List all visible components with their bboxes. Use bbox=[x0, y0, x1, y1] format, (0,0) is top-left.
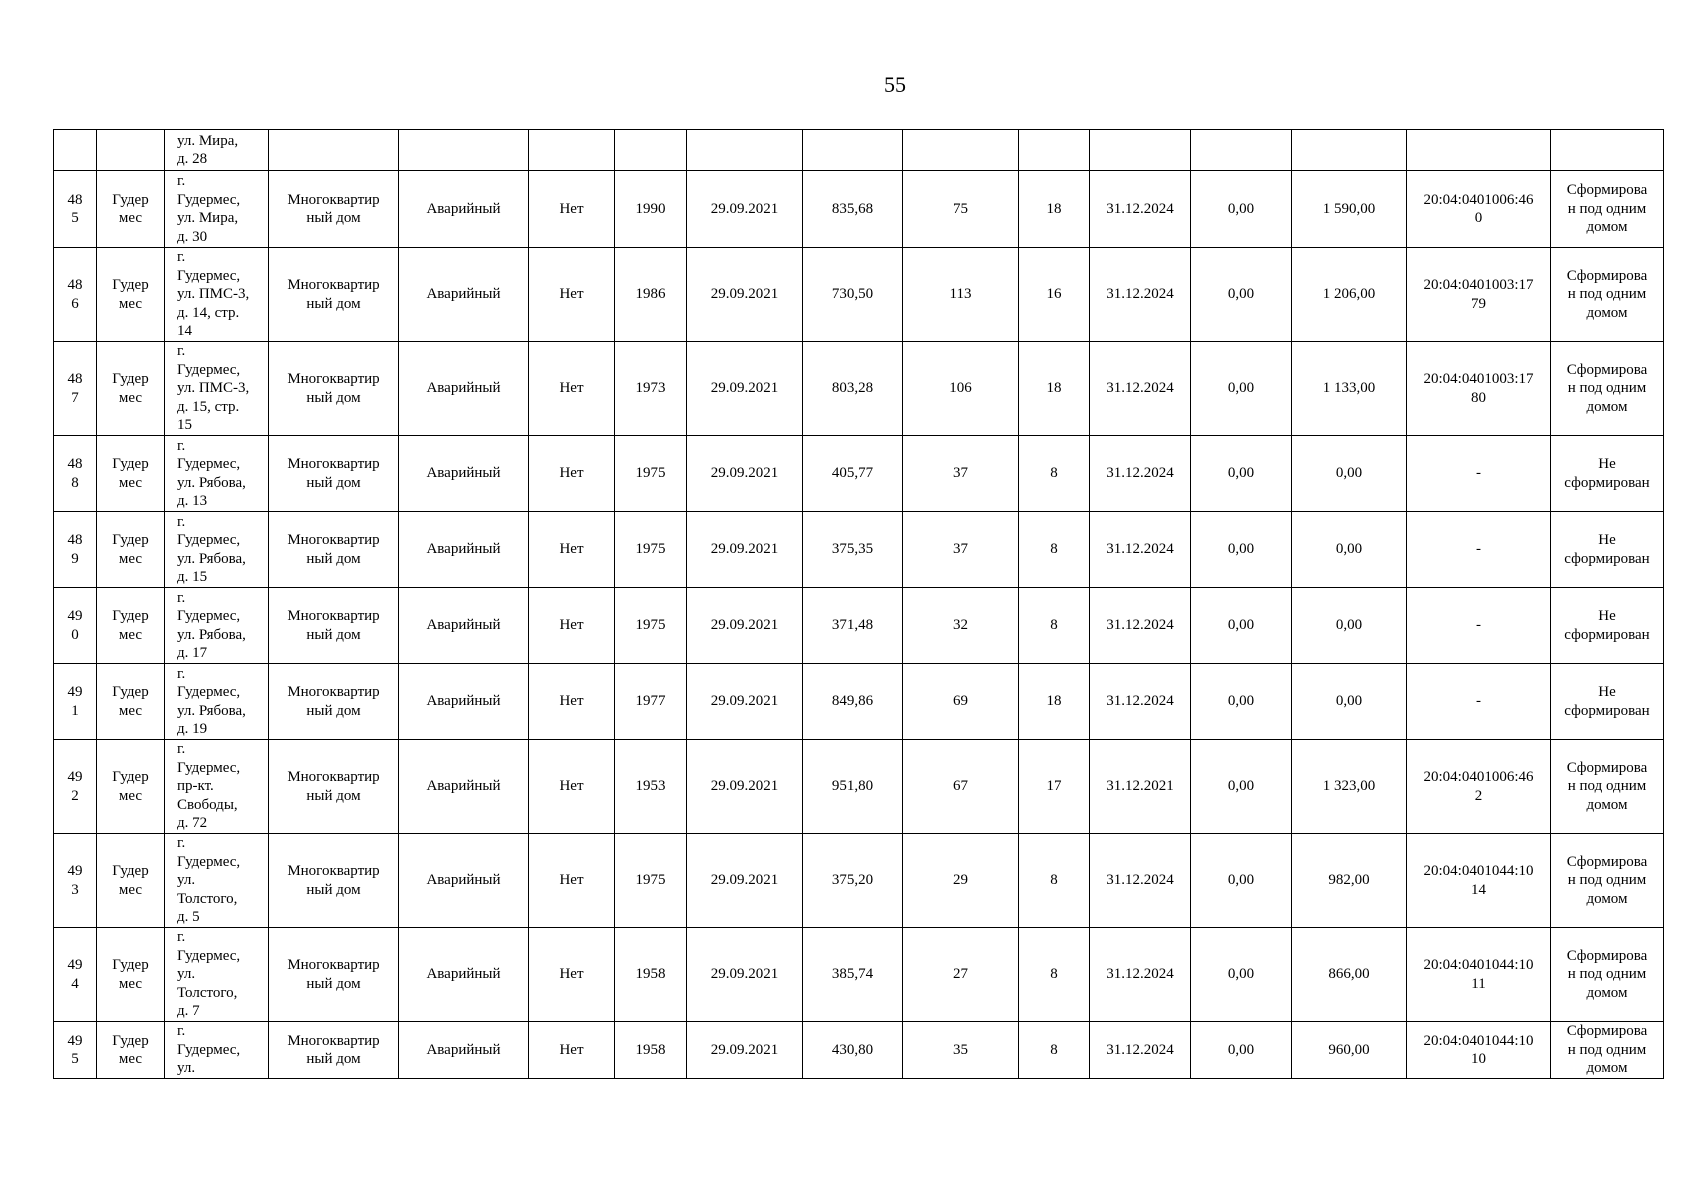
cell-building-type: Многоквартир ный дом bbox=[269, 1022, 399, 1079]
cell-cost-a: 0,00 bbox=[1191, 512, 1292, 588]
cell-building-type: Многоквартир ный дом bbox=[269, 436, 399, 512]
cell-apartments: 16 bbox=[1019, 248, 1090, 342]
cell-year-built bbox=[615, 130, 687, 171]
cell-building-type: Многоквартир ный дом bbox=[269, 248, 399, 342]
cell-address: г. Гудермес, ул. Мира, д. 30 bbox=[165, 171, 269, 248]
cell-residents: 113 bbox=[903, 248, 1019, 342]
cell-apartments: 8 bbox=[1019, 928, 1090, 1022]
cell-cadastral-number: - bbox=[1407, 512, 1551, 588]
cell-condition: Аварийный bbox=[399, 436, 529, 512]
cell-cadastral-number: - bbox=[1407, 588, 1551, 664]
cell-condition bbox=[399, 130, 529, 171]
cell-planned-date: 31.12.2024 bbox=[1090, 928, 1191, 1022]
cell-address: г. Гудермес, пр-кт. Свободы, д. 72 bbox=[165, 740, 269, 834]
cell-cost-b: 960,00 bbox=[1292, 1022, 1407, 1079]
cell-area: 849,86 bbox=[803, 664, 903, 740]
cell-recognized-flag: Нет bbox=[529, 512, 615, 588]
cell-land-status: Не сформирован bbox=[1551, 436, 1664, 512]
cell-residents: 37 bbox=[903, 436, 1019, 512]
cell-year-built: 1975 bbox=[615, 588, 687, 664]
cell-recognition-date: 29.09.2021 bbox=[687, 436, 803, 512]
table-row bbox=[54, 130, 1664, 171]
cell-year-built: 1990 bbox=[615, 171, 687, 248]
cell-residents: 32 bbox=[903, 588, 1019, 664]
cell-building-type: Многоквартир ный дом bbox=[269, 512, 399, 588]
cell-cost-a: 0,00 bbox=[1191, 248, 1292, 342]
table-row bbox=[54, 342, 1664, 436]
cell-cadastral-number bbox=[1407, 130, 1551, 171]
cell-planned-date: 31.12.2024 bbox=[1090, 1022, 1191, 1079]
cell-address: г. Гудермес, ул. Рябова, д. 17 bbox=[165, 588, 269, 664]
cell-building-type: Многоквартир ный дом bbox=[269, 928, 399, 1022]
cell-building-type bbox=[269, 130, 399, 171]
cell-area: 951,80 bbox=[803, 740, 903, 834]
table-row bbox=[54, 1022, 1664, 1079]
cell-address: г. Гудермес, ул. Толстого, д. 5 bbox=[165, 834, 269, 928]
cell-cadastral-number: 20:04:0401003:17 79 bbox=[1407, 248, 1551, 342]
cell-cost-b: 0,00 bbox=[1292, 664, 1407, 740]
cell-cadastral-number: 20:04:0401044:10 10 bbox=[1407, 1022, 1551, 1079]
cell-recognition-date: 29.09.2021 bbox=[687, 342, 803, 436]
cell-apartments: 8 bbox=[1019, 588, 1090, 664]
cell-recognized-flag: Нет bbox=[529, 740, 615, 834]
cell-cadastral-number: 20:04:0401006:46 2 bbox=[1407, 740, 1551, 834]
cell-apartments: 18 bbox=[1019, 171, 1090, 248]
cell-cost-b: 1 206,00 bbox=[1292, 248, 1407, 342]
cell-row-number: 48 5 bbox=[54, 171, 97, 248]
cell-residents: 29 bbox=[903, 834, 1019, 928]
cell-condition: Аварийный bbox=[399, 512, 529, 588]
table-row bbox=[54, 171, 1664, 248]
cell-residents: 106 bbox=[903, 342, 1019, 436]
table-row bbox=[54, 740, 1664, 834]
cell-building-type: Многоквартир ный дом bbox=[269, 664, 399, 740]
cell-planned-date: 31.12.2021 bbox=[1090, 740, 1191, 834]
cell-planned-date: 31.12.2024 bbox=[1090, 436, 1191, 512]
table-row bbox=[54, 588, 1664, 664]
cell-recognized-flag: Нет bbox=[529, 248, 615, 342]
cell-cadastral-number: 20:04:0401006:46 0 bbox=[1407, 171, 1551, 248]
cell-cost-b bbox=[1292, 130, 1407, 171]
cell-residents bbox=[903, 130, 1019, 171]
cell-municipality: Гудер мес bbox=[97, 436, 165, 512]
cell-condition: Аварийный bbox=[399, 342, 529, 436]
cell-land-status: Сформирова н под одним домом bbox=[1551, 1022, 1664, 1079]
cell-cadastral-number: 20:04:0401003:17 80 bbox=[1407, 342, 1551, 436]
cell-apartments bbox=[1019, 130, 1090, 171]
cell-condition: Аварийный bbox=[399, 664, 529, 740]
cell-planned-date: 31.12.2024 bbox=[1090, 664, 1191, 740]
cell-building-type: Многоквартир ный дом bbox=[269, 740, 399, 834]
cell-land-status: Сформирова н под одним домом bbox=[1551, 171, 1664, 248]
cell-area: 385,74 bbox=[803, 928, 903, 1022]
cell-row-number: 49 2 bbox=[54, 740, 97, 834]
cell-address: ул. Мира, д. 28 bbox=[165, 130, 269, 171]
cell-municipality: Гудер мес bbox=[97, 834, 165, 928]
cell-condition: Аварийный bbox=[399, 1022, 529, 1079]
cell-area: 405,77 bbox=[803, 436, 903, 512]
cell-apartments: 17 bbox=[1019, 740, 1090, 834]
cell-land-status: Не сформирован bbox=[1551, 588, 1664, 664]
cell-municipality bbox=[97, 130, 165, 171]
cell-recognition-date: 29.09.2021 bbox=[687, 512, 803, 588]
cell-building-type: Многоквартир ный дом bbox=[269, 588, 399, 664]
cell-row-number: 49 5 bbox=[54, 1022, 97, 1079]
cell-municipality: Гудер мес bbox=[97, 171, 165, 248]
cell-planned-date: 31.12.2024 bbox=[1090, 171, 1191, 248]
cell-year-built: 1977 bbox=[615, 664, 687, 740]
cell-recognized-flag: Нет bbox=[529, 928, 615, 1022]
cell-area: 803,28 bbox=[803, 342, 903, 436]
cell-recognition-date: 29.09.2021 bbox=[687, 740, 803, 834]
cell-recognized-flag: Нет bbox=[529, 834, 615, 928]
cell-year-built: 1975 bbox=[615, 436, 687, 512]
cell-row-number: 48 7 bbox=[54, 342, 97, 436]
cell-row-number: 49 0 bbox=[54, 588, 97, 664]
cell-condition: Аварийный bbox=[399, 588, 529, 664]
cell-area bbox=[803, 130, 903, 171]
cell-address: г. Гудермес, ул. ПМС-3, д. 15, стр. 15 bbox=[165, 342, 269, 436]
cell-cost-b: 1 133,00 bbox=[1292, 342, 1407, 436]
cell-cost-a: 0,00 bbox=[1191, 928, 1292, 1022]
cell-residents: 69 bbox=[903, 664, 1019, 740]
table-row bbox=[54, 436, 1664, 512]
cell-row-number bbox=[54, 130, 97, 171]
cell-apartments: 8 bbox=[1019, 436, 1090, 512]
cell-apartments: 18 bbox=[1019, 664, 1090, 740]
cell-recognized-flag: Нет bbox=[529, 436, 615, 512]
cell-row-number: 48 6 bbox=[54, 248, 97, 342]
cell-recognition-date: 29.09.2021 bbox=[687, 171, 803, 248]
cell-recognition-date: 29.09.2021 bbox=[687, 588, 803, 664]
cell-year-built: 1953 bbox=[615, 740, 687, 834]
cell-address: г. Гудермес, ул. ПМС-3, д. 14, стр. 14 bbox=[165, 248, 269, 342]
cell-building-type: Многоквартир ный дом bbox=[269, 171, 399, 248]
cell-residents: 37 bbox=[903, 512, 1019, 588]
cell-row-number: 49 3 bbox=[54, 834, 97, 928]
cell-apartments: 8 bbox=[1019, 834, 1090, 928]
cell-cost-b: 1 590,00 bbox=[1292, 171, 1407, 248]
cell-cost-b: 0,00 bbox=[1292, 588, 1407, 664]
cell-land-status: Сформирова н под одним домом bbox=[1551, 834, 1664, 928]
cell-apartments: 8 bbox=[1019, 512, 1090, 588]
cell-area: 430,80 bbox=[803, 1022, 903, 1079]
cell-cost-a: 0,00 bbox=[1191, 1022, 1292, 1079]
table-row bbox=[54, 928, 1664, 1022]
cell-address: г. Гудермес, ул. Рябова, д. 15 bbox=[165, 512, 269, 588]
cell-land-status bbox=[1551, 130, 1664, 171]
cell-municipality: Гудер мес bbox=[97, 588, 165, 664]
cell-condition: Аварийный bbox=[399, 834, 529, 928]
cell-year-built: 1973 bbox=[615, 342, 687, 436]
cell-municipality: Гудер мес bbox=[97, 512, 165, 588]
cell-planned-date bbox=[1090, 130, 1191, 171]
cell-building-type: Многоквартир ный дом bbox=[269, 834, 399, 928]
cell-cadastral-number: - bbox=[1407, 664, 1551, 740]
cell-municipality: Гудер мес bbox=[97, 1022, 165, 1079]
cell-year-built: 1975 bbox=[615, 834, 687, 928]
cell-recognized-flag: Нет bbox=[529, 342, 615, 436]
cell-cost-b: 0,00 bbox=[1292, 436, 1407, 512]
cell-municipality: Гудер мес bbox=[97, 928, 165, 1022]
cell-cost-b: 866,00 bbox=[1292, 928, 1407, 1022]
cell-land-status: Сформирова н под одним домом bbox=[1551, 740, 1664, 834]
cell-area: 730,50 bbox=[803, 248, 903, 342]
cell-planned-date: 31.12.2024 bbox=[1090, 588, 1191, 664]
cell-recognized-flag bbox=[529, 130, 615, 171]
cell-recognized-flag: Нет bbox=[529, 1022, 615, 1079]
cell-residents: 75 bbox=[903, 171, 1019, 248]
cell-cost-b: 0,00 bbox=[1292, 512, 1407, 588]
table-row bbox=[54, 834, 1664, 928]
cell-cost-a: 0,00 bbox=[1191, 834, 1292, 928]
cell-municipality: Гудер мес bbox=[97, 342, 165, 436]
cell-cost-a: 0,00 bbox=[1191, 588, 1292, 664]
cell-recognition-date: 29.09.2021 bbox=[687, 664, 803, 740]
cell-cost-a: 0,00 bbox=[1191, 171, 1292, 248]
cell-land-status: Не сформирован bbox=[1551, 664, 1664, 740]
cell-cost-b: 982,00 bbox=[1292, 834, 1407, 928]
cell-recognized-flag: Нет bbox=[529, 171, 615, 248]
cell-condition: Аварийный bbox=[399, 171, 529, 248]
cell-area: 375,35 bbox=[803, 512, 903, 588]
table-row bbox=[54, 664, 1664, 740]
cell-year-built: 1986 bbox=[615, 248, 687, 342]
cell-recognized-flag: Нет bbox=[529, 664, 615, 740]
cell-land-status: Не сформирован bbox=[1551, 512, 1664, 588]
housing-registry-table bbox=[53, 129, 1664, 1079]
cell-year-built: 1958 bbox=[615, 928, 687, 1022]
cell-cost-a: 0,00 bbox=[1191, 740, 1292, 834]
cell-cost-a bbox=[1191, 130, 1292, 171]
cell-area: 375,20 bbox=[803, 834, 903, 928]
cell-land-status: Сформирова н под одним домом bbox=[1551, 342, 1664, 436]
cell-municipality: Гудер мес bbox=[97, 664, 165, 740]
cell-residents: 67 bbox=[903, 740, 1019, 834]
cell-row-number: 49 1 bbox=[54, 664, 97, 740]
cell-year-built: 1958 bbox=[615, 1022, 687, 1079]
cell-planned-date: 31.12.2024 bbox=[1090, 834, 1191, 928]
cell-recognition-date: 29.09.2021 bbox=[687, 1022, 803, 1079]
cell-address: г. Гудермес, ул. Рябова, д. 19 bbox=[165, 664, 269, 740]
cell-land-status: Сформирова н под одним домом bbox=[1551, 248, 1664, 342]
table-body bbox=[54, 130, 1664, 1079]
cell-residents: 35 bbox=[903, 1022, 1019, 1079]
cell-municipality: Гудер мес bbox=[97, 248, 165, 342]
cell-planned-date: 31.12.2024 bbox=[1090, 342, 1191, 436]
cell-address: г. Гудермес, ул. bbox=[165, 1022, 269, 1079]
cell-land-status: Сформирова н под одним домом bbox=[1551, 928, 1664, 1022]
cell-building-type: Многоквартир ный дом bbox=[269, 342, 399, 436]
cell-cadastral-number: - bbox=[1407, 436, 1551, 512]
cell-cadastral-number: 20:04:0401044:10 11 bbox=[1407, 928, 1551, 1022]
cell-apartments: 8 bbox=[1019, 1022, 1090, 1079]
cell-planned-date: 31.12.2024 bbox=[1090, 248, 1191, 342]
cell-apartments: 18 bbox=[1019, 342, 1090, 436]
cell-row-number: 48 9 bbox=[54, 512, 97, 588]
cell-address: г. Гудермес, ул. Рябова, д. 13 bbox=[165, 436, 269, 512]
cell-condition: Аварийный bbox=[399, 740, 529, 834]
cell-address: г. Гудермес, ул. Толстого, д. 7 bbox=[165, 928, 269, 1022]
cell-area: 835,68 bbox=[803, 171, 903, 248]
cell-recognition-date: 29.09.2021 bbox=[687, 928, 803, 1022]
cell-recognition-date bbox=[687, 130, 803, 171]
cell-planned-date: 31.12.2024 bbox=[1090, 512, 1191, 588]
cell-year-built: 1975 bbox=[615, 512, 687, 588]
cell-recognition-date: 29.09.2021 bbox=[687, 248, 803, 342]
cell-residents: 27 bbox=[903, 928, 1019, 1022]
cell-recognition-date: 29.09.2021 bbox=[687, 834, 803, 928]
cell-municipality: Гудер мес bbox=[97, 740, 165, 834]
cell-cost-a: 0,00 bbox=[1191, 436, 1292, 512]
cell-cost-b: 1 323,00 bbox=[1292, 740, 1407, 834]
table-row bbox=[54, 512, 1664, 588]
cell-recognized-flag: Нет bbox=[529, 588, 615, 664]
cell-row-number: 49 4 bbox=[54, 928, 97, 1022]
cell-cost-a: 0,00 bbox=[1191, 664, 1292, 740]
cell-cost-a: 0,00 bbox=[1191, 342, 1292, 436]
cell-cadastral-number: 20:04:0401044:10 14 bbox=[1407, 834, 1551, 928]
cell-condition: Аварийный bbox=[399, 928, 529, 1022]
cell-condition: Аварийный bbox=[399, 248, 529, 342]
cell-row-number: 48 8 bbox=[54, 436, 97, 512]
page-number: 55 bbox=[884, 72, 906, 97]
cell-area: 371,48 bbox=[803, 588, 903, 664]
table-row bbox=[54, 248, 1664, 342]
